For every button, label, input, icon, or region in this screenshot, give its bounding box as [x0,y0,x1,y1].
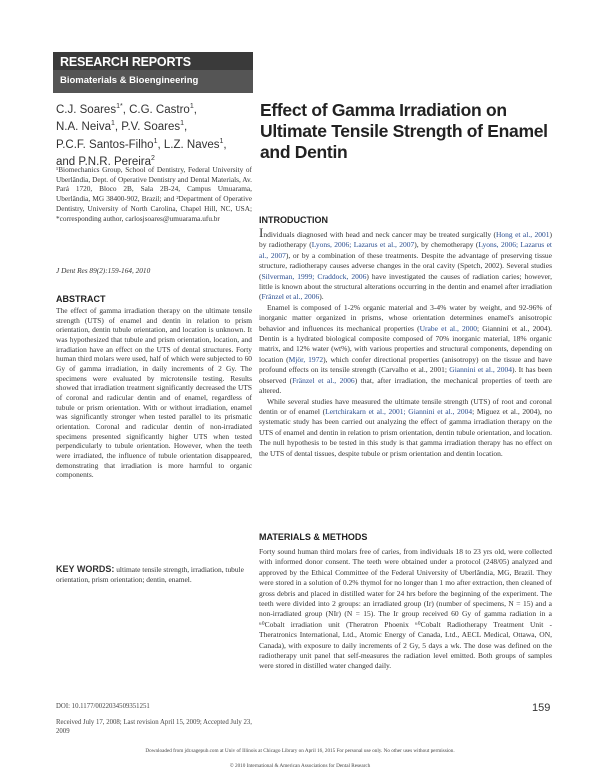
ref-link[interactable]: Lertchirakarn et al., 2001; Giannini et al., 2004 [325,406,473,416]
author-7: and P.N.R. Pereira [56,155,152,168]
doi: DOI: 10.1177/0022034509351251 [56,703,150,710]
ref-link[interactable]: Silverman, 1999; Craddock, 2006 [261,271,367,281]
ref-link[interactable]: Giannini et al., 2004 [449,365,512,375]
keywords-text: ultimate tensile strength, irradiation, tubule orientation, prism orientation; dentin, enamel. [56,565,244,584]
page-number: 159 [532,702,551,714]
author-3-sup: 1 [110,120,115,128]
ref-link[interactable]: Fränzel et al., 2006 [292,375,355,385]
subsection-label: Biomaterials & Bioengineering [60,75,199,86]
author-4: , P.V. Soares [114,121,181,134]
intro-heading: INTRODUCTION [259,215,328,225]
intro-paragraph-1: Individuals diagnosed with head and neck cancer may be treated surgically (Hong et al., 2001) by radiotherapy (Lyons, 2006; Lazarus et al., 2007), by chemotherapy (Lyons, 2006; Lazarus et al., 2007), or by a combination of these treatments. Despite the advantage of preserving tissue structure, radiotherapy causes adverse changes in the oral cavity (Spetch, 2002). Several studies (Silverman, 1999; Craddock, 2006) have investigated the causes of radiation caries; however, little is known about the structural alterations occurring in the dentin and enamel after irradiation (Fränzel et al., 2006). [259,225,553,302]
ref-link[interactable]: Hong et al., 2001 [496,230,550,239]
ref-link[interactable]: Fränzel et al., 2006 [261,292,320,302]
ref-link[interactable]: Lyons, 2006; Lazarus et al., 2007 [311,240,415,250]
abstract-heading: ABSTRACT [56,294,106,304]
author-1: C.J. Soares [56,103,117,116]
author-6: , L.Z. Naves [157,138,220,151]
author-3: N.A. Neiva [56,121,111,134]
subsection-bar [53,70,253,93]
author-2: , C.G. Castro [122,103,190,116]
methods-text: Forty sound human third molars free of caries, from individuals 18 to 23 yrs old, were collected with informed donor consent. The teeth were obtained under a protocol (248/05) analyzed and approved by the Ethical Committee of the Federal University of Uberlândia, MG, Brazil. They were stored in a solution of 0.2% thymol for no longer than 1 mo after extraction, then cleaned of gross debris and placed in distilled water for 24 hrs before the beginning of the experiment. The teeth were divided into 2 groups: an irradiated group (Ir) (number of specimens, N = 15) and a non-irradiated group (NIr) (N = 15). The Ir group received 60 Gy of gamma radiation in a ⁶⁰Cobalt irradiation unit (Theratron Phoenix ⁶⁰Cobalt Radiotherapy Treatment Unit - Theratronics International, Ltd., Atomic Energy of Canada, Ltd., AECL Medical, Ottawa, ON, Canada), with exposure to daily increments of 2 Gy, 5 days a wk. The dose was defined on the radiotherapy unit panel that self-measures the radiation level emitted. Both groups of samples were stored in distilled water changed daily. [259,547,552,671]
author-2-sup: 1 [189,103,194,110]
abstract-text: The effect of gamma irradiation therapy on the ultimate tensile strength (UTS) of enamel and dentin in relation to prism orientation, dentin tubule orientation, and location is unknown. It was hypothesized that tubule and prism orientation, location, and irradiation have an effect on the UTS of dental structures. Forty human third molars were used, half of which were subjected to 60 Gy of gamma irradiation, in daily increments of 2 Gy. The specimens were evaluated by microtensile testing. Results showed that irradiation treatment significantly decreased the UTS of coronal and radicular dentin and of enamel, regardless of tubule or prism orientation. With or without irradiation, enamel was significantly stronger when tested parallel to its prismatic orientation. Coronal and radicular dentin of non-irradiated specimens presented significantly higher UTS when tested perpendicularly to tubule orientation. However, when the teeth were irradiated, the influence of tubule orientation disappeared, demonstrating that irradiation is more harmful to organic components. [56,306,252,480]
copyright: © 2010 International & American Associations for Dental Research [229,763,371,769]
section-banner [53,52,253,93]
keywords-label: KEY WORDS: [56,564,115,574]
keywords [56,564,252,585]
download-notice: Downloaded from jdr.sagepub.com at Univ of Illinois at Chicago Library on April 16, 2015 For personal use only. No other uses without permission. [145,748,455,754]
author-5-sup: 1 [153,137,158,145]
methods-heading: MATERIALS & METHODS [259,532,368,542]
intro-paragraph-3: While several studies have measured the ultimate tensile strength (UTS) of root and coronal dentin or of enamel (Lertchirakarn et al., 2001; Giannini et al., 2004; Miguez et al., 2004), no systematic study has been carried out analyzing the effect of gamma irradiation therapy on the UTS of enamel and dentin in relation to prism orientation, dentin tubule orientation, and location. The null hypothesis to be tested in this study is that gamma irradiation therapy has no effect on the UTS of dental tissues, despite tubule or prism orientation and dentin location. [259,396,552,458]
received-dates: Received July 17, 2008; Last revision April 15, 2009; Accepted July 23, 2009 [56,719,252,735]
author-5: P.C.F. Santos-Filho [56,138,154,151]
author-1-sup: 1* [116,103,123,110]
intro-paragraph-2: Enamel is composed of 1-2% organic material and 3-4% water by weight, and 92-96% of inorganic matter organized in prisms, whose orientation determines enamel's anisotropic behavior and influences its mechanical properties (Urabe et al., 2000; Giannini et al., 2004). Dentin is a hydrated biological composite composed of 70% inorganic material, 18% organic matrix, and 12% water (wt%), with various properties and structural components, depending on location (Mjör, 1972), which confer directional properties (anisotropy) on the tissue and have profound effects on its tensile strength (Carvalho et al., 2001; Giannini et al., 2004). It has been observed (Fränzel et al., 2006) that, after irradiation, the mechanical properties of teeth are altered. [259,302,552,396]
affiliation: ¹Biomechanics Group, School of Dentistry, Federal University of Uberlândia, Dept. of Operative Dentistry and Dental Materials, Av. Pará 1720, Bloco 2B, Sala 2B-24, Campus Umuarama, Uberlândia, MG 38400-902, Brazil; and ²Department of Operative Dentistry, University of North Carolina, Chapel Hill, NC, USA; *corresponding author, carlosjsoares@umuarama.ufu.br [56,165,252,223]
author-7-sup: 2 [151,154,155,162]
author-list: C.J. Soares$^{1*}$, C.G. Castro$^1$, N.A. Neiva$^1$, P.V. Soares$^1$, P.C.F. Santos-Filho$^1$, L.Z. Naves$^1$, and P.N.R. Pereira$^2$ [56,103,227,168]
ref-link[interactable]: Lyons, 2006; Lazarus et al., 2007 [259,240,552,260]
citation: J Dent Res 89(2):159-164, 2010 [56,266,151,275]
intro-body [259,225,553,459]
ref-link[interactable]: Mjör, 1972 [288,354,324,364]
section-label: RESEARCH REPORTS [60,55,191,69]
article-title: Effect of Gamma Irradiation on Ultimate Tensile Strength of Enamel and Dentin [260,100,548,162]
author-4-sup: 1 [180,120,184,128]
author-6-sup: 1 [219,137,224,145]
dropcap: I [259,225,264,240]
ref-link[interactable]: Urabe et al., 2000 [419,323,478,333]
